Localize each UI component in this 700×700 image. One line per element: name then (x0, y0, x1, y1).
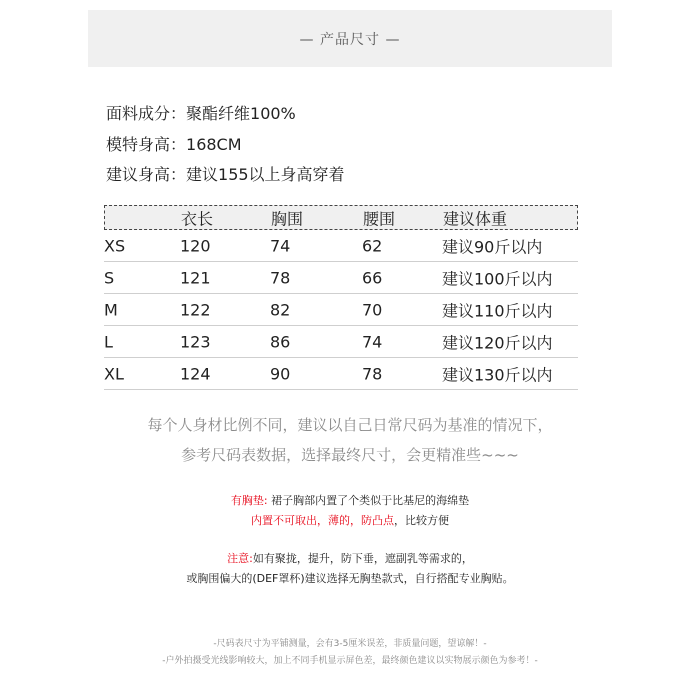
waist-cell: 66 (362, 268, 383, 287)
table-row (104, 262, 578, 294)
waist-cell: 78 (362, 364, 383, 383)
weight-cell: 建议120斤以内 (442, 333, 553, 352)
footer-note-1: -尺码表尺寸为平铺测量，会有3-5厘米误差，非质量问题，望谅解！- (213, 639, 487, 649)
chest-pad-line-1 (0, 492, 700, 508)
waist-cell: 74 (362, 332, 383, 351)
section-title (88, 10, 612, 67)
fabric-label: 面料成分： (106, 104, 187, 123)
section-title-text: — 产品尺寸 — (299, 31, 401, 48)
chest-pad-highlight: 内置不可取出，薄的，防凸点 (251, 514, 394, 527)
table-row (104, 230, 578, 262)
attention-text: 如有聚拢，提升，防下垂，遮副乳等需求的， (252, 552, 473, 565)
weight-cell: 建议100斤以内 (442, 269, 553, 288)
length-cell: 120 (180, 236, 211, 255)
weight-cell: 建议130斤以内 (442, 365, 553, 384)
size-cell: L (104, 332, 113, 351)
fabric-value: 聚酯纤维100% (186, 104, 296, 123)
model-height-label: 模特身高： (106, 135, 187, 154)
table-row (104, 358, 578, 390)
model-height-info (106, 132, 242, 155)
fabric-info (106, 101, 296, 124)
table-row (104, 294, 578, 326)
attention-line-1 (0, 550, 700, 566)
attention-line-2: 或胸围偏大的(DEF罩杯)建议选择无胸垫款式，自行搭配专业胸贴。 (186, 572, 514, 585)
header-bust: 胸围 (271, 209, 304, 228)
length-cell: 122 (180, 300, 211, 319)
attention-label: 注意: (227, 552, 253, 565)
bust-cell: 74 (270, 236, 291, 255)
size-table (104, 205, 578, 390)
weight-cell: 建议90斤以内 (442, 237, 543, 256)
chest-pad-text-2: ，比较方便 (394, 514, 449, 527)
fit-note-line-2: 参考尺码表数据，选择最终尺寸，会更精准些~~~ (181, 446, 519, 464)
size-table-header (104, 205, 578, 230)
chest-pad-text: 裙子胸部内置了个类似于比基尼的海绵垫 (267, 494, 470, 507)
model-height-value: 168CM (186, 135, 242, 154)
table-row (104, 326, 578, 358)
length-cell: 121 (180, 268, 211, 287)
waist-cell: 70 (362, 300, 383, 319)
weight-cell: 建议110斤以内 (442, 301, 553, 320)
header-weight: 建议体重 (443, 209, 508, 228)
footer-note-2: -户外拍摄受光线影响较大，加上不同手机显示屏色差，最终颜色建议以实物展示颜色为参考！- (162, 656, 538, 666)
length-cell: 123 (180, 332, 211, 351)
bust-cell: 90 (270, 364, 291, 383)
header-waist: 腰围 (363, 209, 396, 228)
suggested-height-label: 建议身高： (106, 165, 187, 184)
chest-pad-label: 有胸垫: (230, 494, 268, 507)
suggested-height-info (106, 162, 345, 185)
chest-pad-line-2 (0, 512, 700, 528)
waist-cell: 62 (362, 236, 383, 255)
bust-cell: 82 (270, 300, 291, 319)
size-cell: XS (104, 236, 126, 255)
bust-cell: 78 (270, 268, 291, 287)
bust-cell: 86 (270, 332, 291, 351)
fit-note-line-1: 每个人身材比例不同，建议以自己日常尺码为基准的情况下， (147, 416, 553, 434)
header-length: 衣长 (181, 209, 214, 228)
size-cell: M (104, 300, 118, 319)
size-cell: XL (104, 364, 124, 383)
size-cell: S (104, 268, 115, 287)
suggested-height-value: 建议155以上身高穿着 (186, 165, 345, 184)
length-cell: 124 (180, 364, 211, 383)
